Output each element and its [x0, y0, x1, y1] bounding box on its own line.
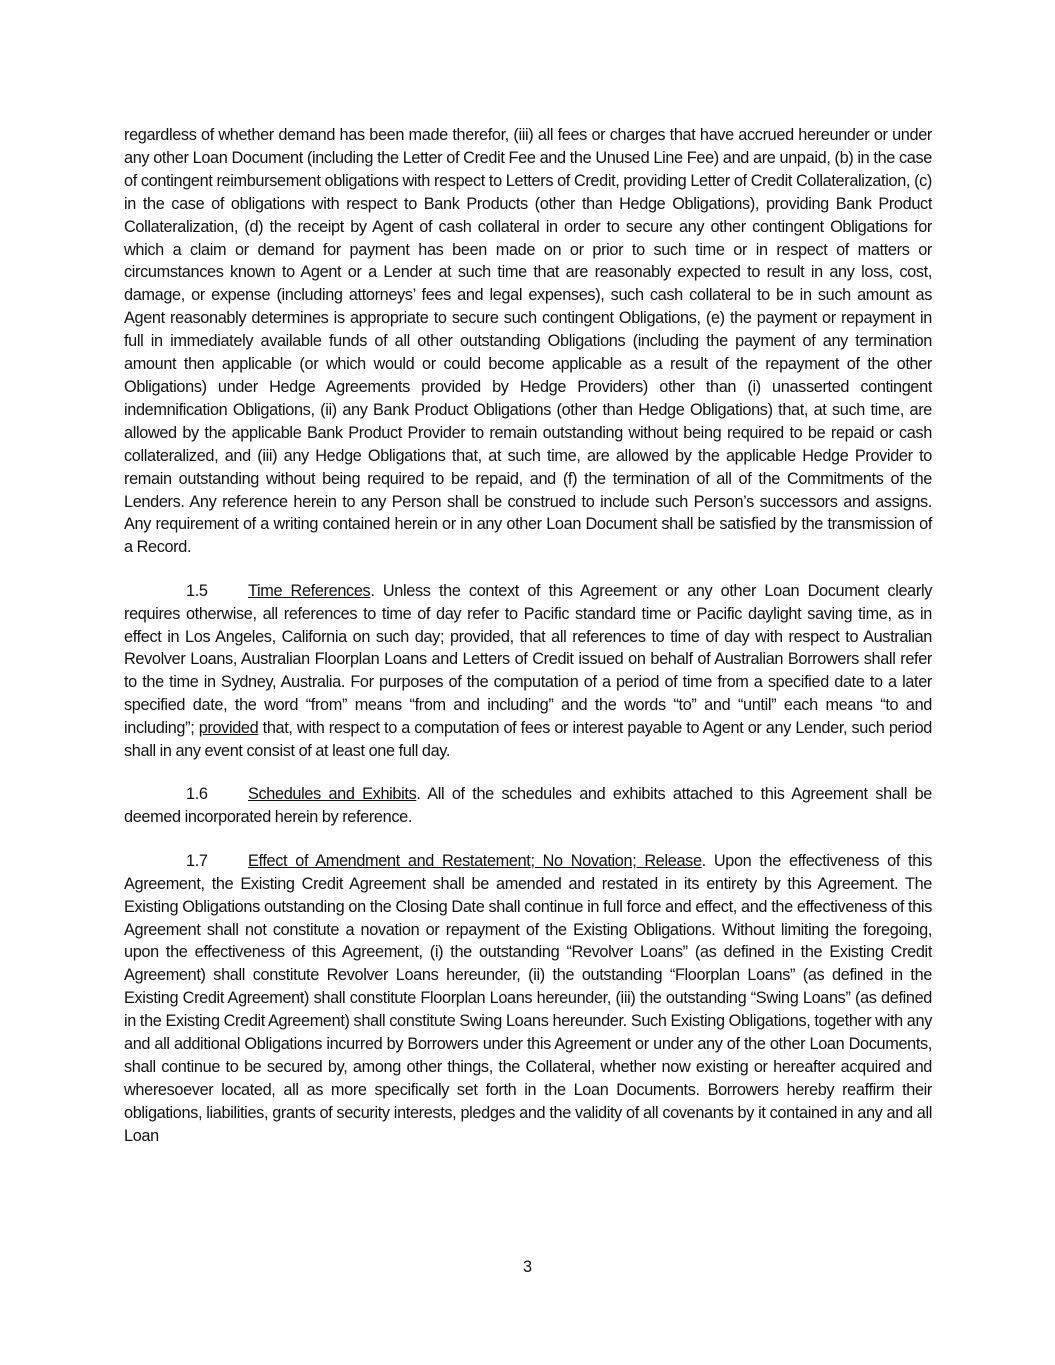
section-1-5 [124, 580, 932, 763]
section-number: 1.6 [186, 785, 208, 804]
underlined-term: provided [198, 719, 259, 738]
section-heading: Schedules and Exhibits [248, 785, 417, 804]
section-text: . Upon the effectiveness of this Agreement, the Existing Credit Agreement shall be amended and restated in its entirety by this Agreement. The Existing Obligations outstanding on the Closing Date shall continue in full force and effect, and the effectiveness of this Agreement shall not constitute a novation or repayment of the Existing Obligations. Without limiting the foregoing, upon the effectiveness of this Agreement, (i) the outstanding “Revolver Loans” (as defined in the Existing Credit Agreement) shall constitute Revolver Loans hereunder, (ii) the outstanding “Floorplan Loans” (as defined in the Existing Credit Agreement) shall constitute Floorplan Loans hereunder, (iii) the outstanding “Swing Loans” (as defined in the Existing Credit Agreement) shall constitute Swing Loans hereunder. Such Existing Obligations, together with any and all additional Obligations incurred by Borrowers under this Agreement or under any of the other Loan Documents, shall continue to be secured by, among other things, the Collateral, whether now existing or hereafter acquired and wheresoever located, all as more specifically set forth in the Loan Documents. Borrowers hereby reaffirm their obligations, liabilities, grants of security interests, pledges and the validity of all covenants by it contained in any and all Loan [124, 851, 932, 1145]
page-number: 3 [522, 1258, 533, 1276]
section-text: . Unless the context of this Agreement or any other Loan Document clearly requires otherwise, all references to time of day refer to Pacific standard time or Pacific daylight saving time, as in effect in Los Angeles, California on such day; provided, that all references to time of day with respect to Australian Revolver Loans, Australian Floorplan Loans and Letters of Credit issued on behalf of Australian Borrowers shall refer to the time in Sydney, Australia. For purposes of the computation of a period of time from a specified date to a later specified date, the word “from” means “from and including” and the words “to” and “until” each means “to and including”; [124, 581, 932, 738]
paragraph-continued [124, 124, 932, 559]
section-number: 1.5 [186, 581, 208, 600]
section-text: . All of the schedules and exhibits attached to this Agreement shall be deemed incorporated herein by reference. [124, 785, 932, 827]
section-1-6 [124, 783, 932, 829]
section-heading: Effect of Amendment and Restatement; No Novation; Release [248, 851, 702, 870]
document-page [124, 124, 932, 1168]
section-text-continued: that, with respect to a computation of fees or interest payable to Agent or any Lender, such period shall in any event consist of at least one full day. [124, 719, 932, 761]
section-heading: Time References [248, 581, 371, 600]
section-1-7 [124, 850, 932, 1148]
paragraph-continued-text: regardless of whether demand has been made therefor, (iii) all fees or charges that have accrued hereunder or under any other Loan Document (including the Letter of Credit Fee and the Unused Line Fee) and are unpaid, (b) in the case of contingent reimbursement obligations with respect to Letters of Credit, providing Letter of Credit Collateralization, (c) in the case of obligations with respect to Bank Products (other than Hedge Obligations), providing Bank Product Collateralization, (d) the receipt by Agent of cash collateral in order to secure any other contingent Obligations for which a claim or demand for payment has been made on or prior to such time or in respect of matters or circumstances known to Agent or a Lender at such time that are reasonably expected to result in any loss, cost, damage, or expense (including attorneys’ fees and legal expenses), such cash collateral to be in such amount as Agent reasonably determines is appropriate to secure such contingent Obligations, (e) the payment or repayment in full in immediately available funds of all other outstanding Obligations (including the payment of any termination amount then applicable (or which would or could become applicable as a result of the repayment of the other Obligations) under Hedge Agreements provided by Hedge Providers) other than (i) unasserted contingent indemnification Obligations, (ii) any Bank Product Obligations (other than Hedge Obligations) that, at such time, are allowed by the applicable Bank Product Provider to remain outstanding without being required to be repaid or cash collateralized, and (iii) any Hedge Obligations that, at such time, are allowed by the applicable Hedge Provider to remain outstanding without being required to be repaid, and (f) the termination of all of the Commitments of the Lenders. Any reference herein to any Person shall be construed to include such Person’s successors and assigns. Any requirement of a writing contained herein or in any other Loan Document shall be satisfied by the transmission of a Record. [124, 126, 932, 557]
section-number: 1.7 [186, 851, 208, 870]
